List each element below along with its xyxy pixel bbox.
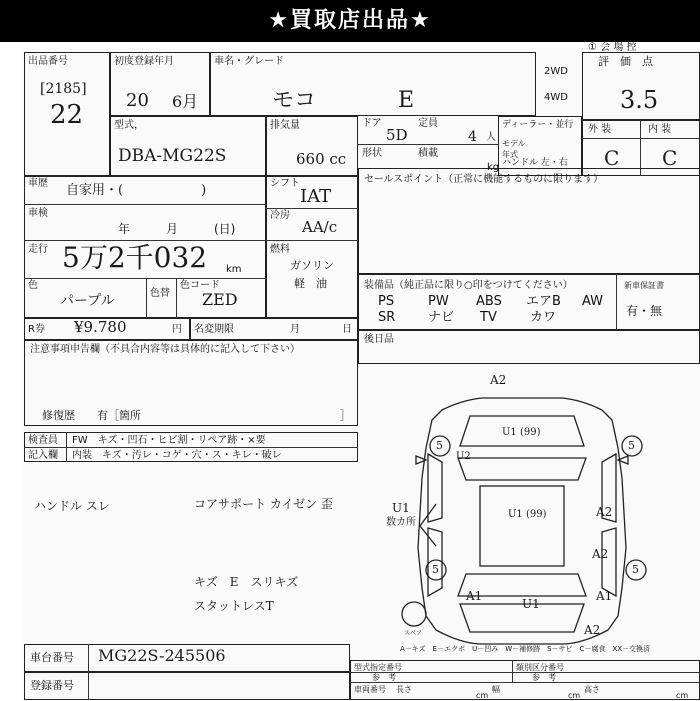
inspection-label: 車検 <box>28 208 48 219</box>
recycle-value: ¥9.780 <box>74 318 127 336</box>
type-value: 自家用・( ) <box>66 183 207 198</box>
sales-point-label: セールスポイント（正常に機能するものに限ります） <box>364 174 604 185</box>
number-label: 車両番号 <box>354 685 386 694</box>
mark-a1-rear-left: A1 <box>466 589 483 603</box>
repair-end: ］ <box>340 409 351 422</box>
tire-rear-left: 5 <box>432 563 439 576</box>
ext-value: C <box>604 146 620 170</box>
name-change-month: 月 <box>290 324 300 335</box>
fuel-label: 燃料 <box>270 244 290 255</box>
banner-title: ★買取店出品★ <box>0 0 700 42</box>
load-unit: kg <box>487 162 500 173</box>
equip-sr: SR <box>378 310 396 325</box>
handwritten-line-4: スタットレスT <box>194 599 274 613</box>
score-label: 評 価 点 <box>598 55 653 68</box>
car-name: モコ <box>272 88 317 113</box>
mark-u2: U2 <box>456 451 471 462</box>
entry-label: 記入欄 <box>28 450 58 461</box>
car-grade: E <box>398 88 415 113</box>
class-number-label: 類別区分番号 <box>516 663 564 672</box>
load-label: 積載 <box>418 148 438 159</box>
model-value: DBA-MG22S <box>118 146 227 166</box>
mark-u1-hood: U1 (99) <box>502 427 541 438</box>
chassis-label: 車台番号 <box>30 651 74 664</box>
reg-month: 6月 <box>172 92 199 111</box>
equip-tv: TV <box>480 310 497 325</box>
door-value: 5D <box>386 126 408 144</box>
car-name-label: 車名・グレード <box>214 56 284 67</box>
int-label: 内 装 <box>648 124 672 135</box>
handwritten-line-3: キズ E スリキズ <box>194 575 299 589</box>
spare-tire-label: スペア <box>404 630 423 637</box>
fuel-diesel: 軽 油 <box>294 277 327 290</box>
reg-date-label: 初度登録年月 <box>114 56 174 67</box>
top-right-label: ① 会 場 控 <box>588 42 637 53</box>
tire-front-right: 5 <box>628 439 635 452</box>
diagram-legend: A－キズ E－エクボ U－凹み W－補修跡 S－サビ C－腐食 XX－交換済 <box>400 645 651 653</box>
equip-navi: ナビ <box>428 310 455 325</box>
shift-label: シフト <box>270 178 300 189</box>
mark-a2-front: A2 <box>490 373 507 387</box>
color-label: 色 <box>28 280 38 291</box>
ac-value: AA/c <box>302 218 338 236</box>
notes-label: 注意事項申告欄（不具合内容等は具体的に記入して下さい） <box>30 344 300 355</box>
auction-sheet <box>22 42 700 700</box>
repair-label: 修復歴 有［箇所 <box>42 409 141 422</box>
ext-label: 外 装 <box>588 124 612 135</box>
drive-4wd: 4WD <box>544 92 568 103</box>
warranty-label: 新車保証書 <box>624 281 664 290</box>
reg-year: 20 <box>126 90 149 111</box>
chassis-value: MG22S-245506 <box>98 646 226 665</box>
registration-label: 登録番号 <box>30 679 74 692</box>
door-label: ドア <box>362 118 382 129</box>
mark-a1-rear-right: A1 <box>596 589 613 603</box>
color-code-label: 色コード <box>180 280 220 291</box>
inspection-value: 年 月 (日) <box>118 222 236 236</box>
mark-u1-left: U1 <box>392 501 410 515</box>
inspector-row: FW キズ・凹石・ヒビ割・リペア跡・×要 <box>72 435 266 446</box>
ref-right: 参 考 <box>532 673 556 682</box>
length-label: 長さ <box>396 685 412 694</box>
handwritten-line-2: コアサポート カイゼン 歪 <box>194 497 333 511</box>
displacement-value: 660 cc <box>296 150 347 168</box>
height-label: 高さ <box>584 685 600 694</box>
dealer-label: ディーラー・並行 <box>502 120 574 130</box>
equip-abs: ABS <box>476 294 502 309</box>
capacity-unit: 人 <box>486 132 496 143</box>
color-value: パープル <box>60 293 115 309</box>
entry-row: 内装 キズ・汚レ・コゲ・穴・ス・キレ・破レ <box>72 450 282 461</box>
tire-rear-right: 5 <box>632 563 639 576</box>
lot-ref: [2185] <box>40 81 87 97</box>
fuel-gasoline: ガソリン <box>290 259 334 272</box>
capacity-value: 4 <box>468 129 477 145</box>
type-label: 車歴 <box>28 178 48 189</box>
color-code-value: ZED <box>202 290 238 309</box>
int-value: C <box>662 146 678 170</box>
width-unit: cm <box>568 691 581 700</box>
equipment-label: 装備品（純正品に限り○印をつけてください） <box>364 280 573 291</box>
recycle-label: R券 <box>28 324 45 335</box>
length-unit: cm <box>476 691 489 700</box>
width-label: 幅 <box>492 685 500 694</box>
name-change-day: 日 <box>342 324 352 335</box>
score-value: 3.5 <box>620 86 659 114</box>
model-year-label: モデル年式 <box>502 139 526 159</box>
equip-airbag: エアB <box>526 294 561 309</box>
ref-left: 参 考 <box>372 673 396 682</box>
shape-label: 形状 <box>362 148 382 159</box>
lot-number: 22 <box>50 100 84 130</box>
height-unit: cm <box>676 691 689 700</box>
shift-value: IAT <box>300 186 332 207</box>
handwritten-line-1: ハンドル スレ <box>34 499 110 513</box>
shape-spec-label: 型式指定番号 <box>354 663 402 672</box>
handle-label: ハンドル 左・右 <box>502 158 568 168</box>
lot-label: 出品番号 <box>28 56 68 67</box>
mark-a2-right-front: A2 <box>596 505 613 519</box>
warranty-value: 有・無 <box>626 304 663 318</box>
mark-u1-roof: U1 (99) <box>508 509 547 520</box>
mileage-unit: km <box>226 264 242 275</box>
drive-2wd: 2WD <box>544 66 568 77</box>
capacity-label: 定員 <box>418 118 438 129</box>
mileage-value: 5万2千032 <box>62 241 208 274</box>
aftermarket-label: 後日品 <box>364 334 394 345</box>
name-change-label: 名変期限 <box>194 324 234 335</box>
equip-aw: AW <box>582 294 604 309</box>
mark-a2-right-rear: A2 <box>592 547 609 561</box>
color-change-label: 色替 <box>150 288 170 299</box>
ac-label: 冷房 <box>270 210 290 221</box>
equip-kawa: カワ <box>530 310 557 325</box>
displacement-label: 排気量 <box>270 120 300 131</box>
mark-a2-rear: A2 <box>584 623 601 637</box>
tire-front-left: 5 <box>436 439 443 452</box>
inspector-label: 検査員 <box>28 435 58 446</box>
mark-multiple: 数カ所 <box>386 517 416 528</box>
equip-ps: PS <box>378 294 395 309</box>
equip-pw: PW <box>428 294 449 309</box>
mileage-label: 走行 <box>28 244 48 255</box>
mark-u1-rear: U1 <box>522 597 540 611</box>
model-label: 型式， <box>114 120 144 131</box>
recycle-unit: 円 <box>172 324 182 335</box>
